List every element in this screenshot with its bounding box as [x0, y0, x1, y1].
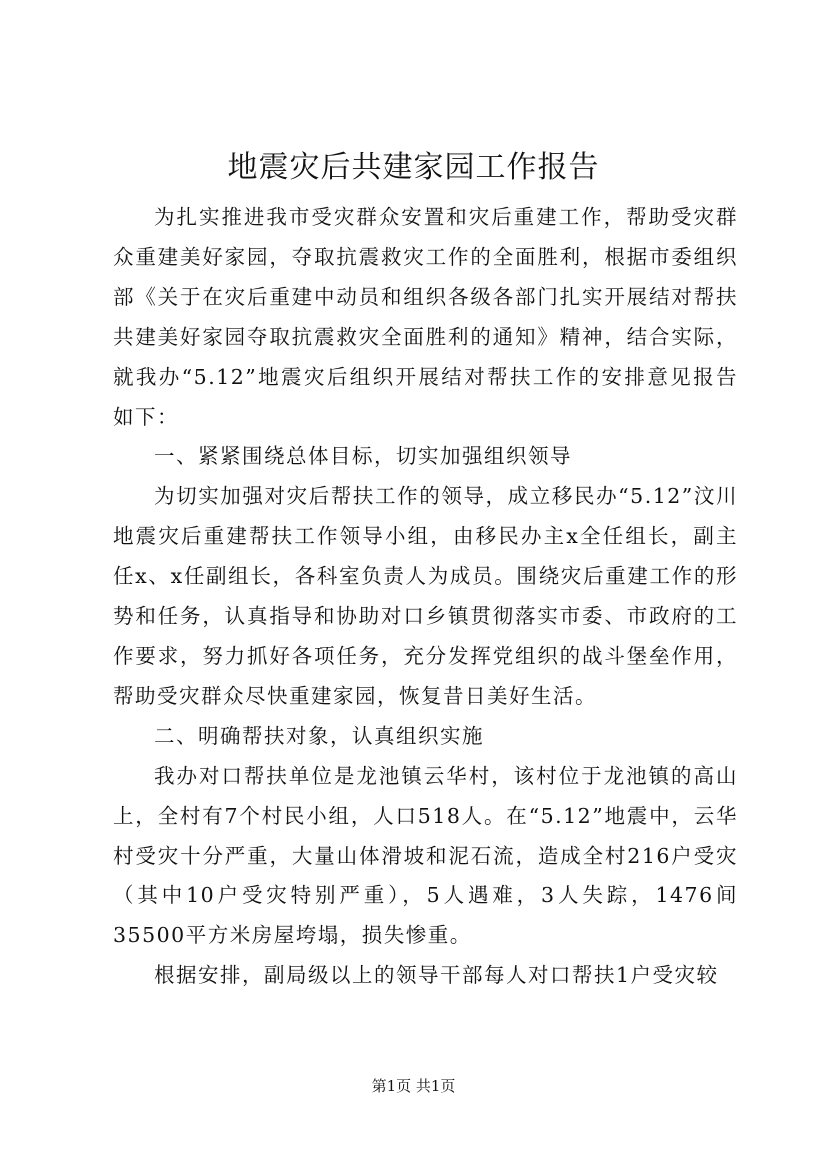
page-number-footer: 第1页 共1页	[371, 1077, 456, 1095]
body-paragraph: 根据安排，副局级以上的领导干部每人对口帮扶1户受灾较	[154, 963, 719, 988]
section-heading: 二、明确帮扶对象，认真组织实施	[154, 723, 484, 748]
body-paragraph: 为扎实推进我市受灾群众安置和灾后重建工作，帮助受灾群众重建美好家园，夺取抗震救灾工作的全面胜利，根据市委组织部《关于在灾后重建中动员和组织各级各部门扎实开展结对帮扶共建美好家园夺取抗震救灾全面胜利的通知》精神，结合实际，就我办“5.12”地震灾后组织开展结对帮扶工作的安排意见报告如下：	[113, 205, 738, 429]
body-paragraph: 我办对口帮扶单位是龙池镇云华村，该村位于龙池镇的高山上，全村有7个村民小组，人口518人。在“5.12”地震中，云华村受灾十分严重，大量山体滑坡和泥石流，造成全村216户受灾（其中10户受灾特别严重），5人遇难，3人失踪，1476间35500平方米房屋垮塌，损失惨重。	[113, 763, 738, 948]
document-title: 地震灾后共建家园工作报告	[227, 150, 600, 185]
section-heading: 一、紧紧围绕总体目标，切实加强组织领导	[154, 444, 572, 469]
document-body	[113, 198, 738, 996]
body-paragraph: 为切实加强对灾后帮扶工作的领导，成立移民办“5.12”汶川地震灾后重建帮扶工作领导小组，由移民办主x全任组长，副主任x、x任副组长，各科室负责人为成员。围绕灾后重建工作的形势和任务，认真指导和协助对口乡镇贯彻落实市委、市政府的工作要求，努力抓好各项任务，充分发挥党组织的战斗堡垒作用，帮助受灾群众尽快重建家园，恢复昔日美好生活。	[113, 484, 738, 708]
